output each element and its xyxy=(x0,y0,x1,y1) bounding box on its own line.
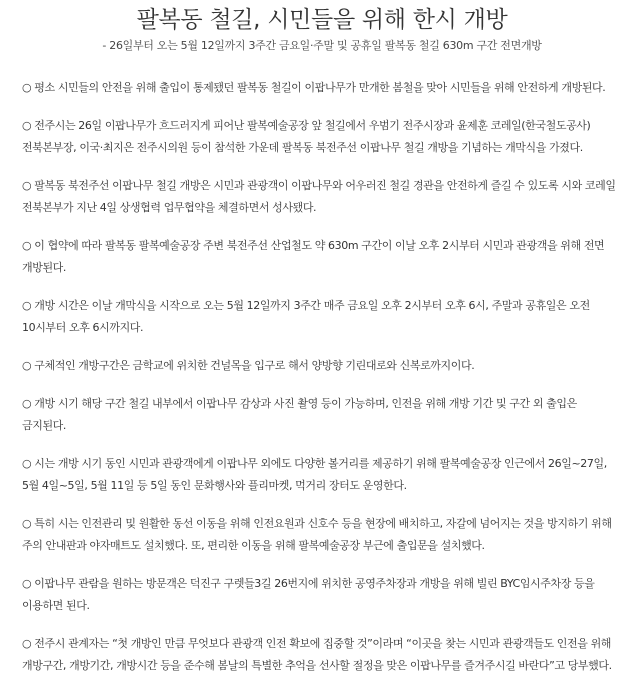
paragraph-opening-ceremony: ○ 전주시는 26일 이팝나무가 흐드러지게 피어난 팔복예술공장 앞 철길에서 우범기 전주시장과 윤제훈 코레일(한국철도공사) 전북본부장, 이국·최지은 전주시의원 등이 참석한 가운데 팔복동 북전주선 이팝나무 철길 개방을 기념하는 개막식을 가졌다. xyxy=(22,119,591,154)
paragraph-opening-notice: ○ 평소 시민들의 안전을 위해 출입이 통제됐던 팔복동 철길이 이팝나무가 만개한 봄철을 맞아 시민들을 위해 안전하게 개방된다. xyxy=(22,81,606,94)
paragraph-allowed-activities: ○ 개방 시기 해당 구간 철길 내부에서 이팝나무 감상과 사진 촬영 등이 가능하며, 인전을 위해 개방 기간 및 구간 외 출입은 금지된다. xyxy=(22,397,577,432)
paragraph-open-range: ○ 구체적인 개방구간은 금학교에 위치한 건널목을 입구로 해서 양방향 기린대로와 신복로까지이다. xyxy=(22,359,475,372)
article-title: 팔복동 철길, 시민들을 위해 한시 개방 xyxy=(136,7,508,33)
article-subtitle: - 26일부터 오는 5월 12일까지 3주간 금요일·주말 및 공휴일 팔복동 철길 630m 구간 전면개방 xyxy=(102,39,542,52)
paragraph-official-quote: ○ 전주시 관계자는 “첫 개방인 만큼 무엇보다 관광객 인전 확보에 집중할 것”이라며 “이곳을 찾는 시민과 관광객들도 인전을 위해 개방구간, 개방기간, 개방시간 등을 준수해 봄날의 특별한 추억을 선사할 절정을 맞은 이팝나무를 즐겨주시길 바란다”고 당부했다. xyxy=(22,637,612,672)
paragraph-open-section: ○ 이 협약에 따라 팔복동 팔복예술공장 주변 북전주선 산업철도 약 630m 구간이 이날 오후 2시부터 시민과 관광객을 위해 전면 개방된다. xyxy=(22,239,605,274)
article-body xyxy=(22,77,622,677)
paragraph-open-hours: ○ 개방 시간은 이날 개막식을 시작으로 오는 5월 12일까지 3주간 매주 금요일 오후 2시부터 오후 6시, 주말과 공휴일은 오전 10시부터 오후 6시까지다. xyxy=(22,299,590,334)
paragraph-parking: ○ 이팝나무 관람을 원하는 방문객은 덕진구 구렛들3길 26번지에 위치한 공영주차장과 개방을 위해 빌린 BYC임시주차장 등을 이용하면 된다. xyxy=(22,577,595,612)
paragraph-agreement-background: ○ 팔복동 북전주선 이팝나무 철길 개방은 시민과 관광객이 이팝나무와 어우러진 철길 경관을 안전하게 즐길 수 있도록 시와 코레일 전북본부가 지난 4일 상생협력 업무협약을 체결하면서 성사됐다. xyxy=(22,179,616,214)
paragraph-safety-measures: ○ 특히 시는 인전관리 및 원활한 동선 이동을 위해 인전요원과 신호수 등을 현장에 배치하고, 자갈에 넘어지는 것을 방지하기 위해 주의 안내판과 야자매트도 설치했다. 또, 편리한 이동을 위해 팔복예술공장 부근에 출입문을 설치했다. xyxy=(22,517,612,552)
paragraph-events: ○ 시는 개방 시기 동인 시민과 관광객에게 이팝나무 외에도 다양한 볼거리를 제공하기 위해 팔복예술공장 인근에서 26일~27일, 5월 4일~5일, 5월 11일 등 5일 동인 문화행사와 플리마켓, 먹거리 장터도 운영한다. xyxy=(22,457,607,492)
